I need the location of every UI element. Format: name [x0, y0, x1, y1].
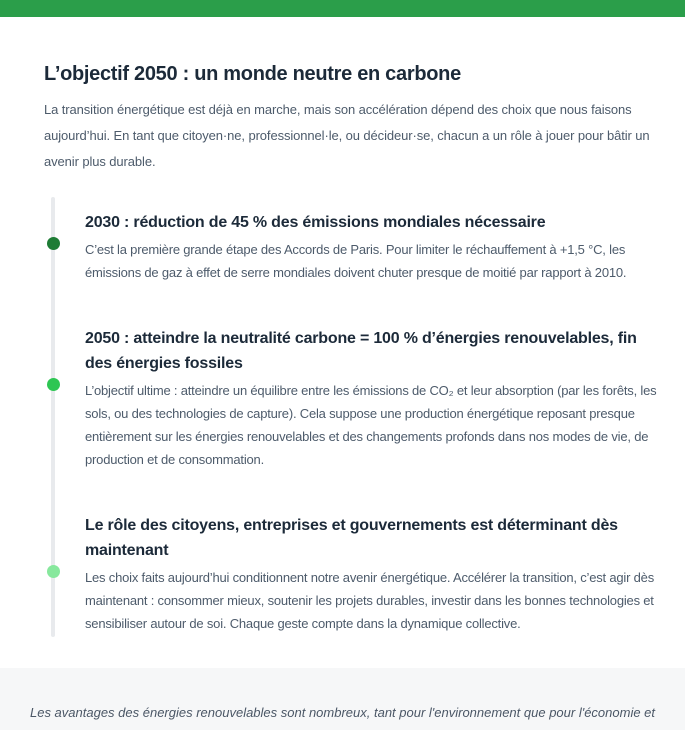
footer-note: Les avantages des énergies renouvelables sont nombreux, tant pour l'environnement que pour l'économie et — [29, 705, 656, 720]
page-title: L’objectif 2050 : un monde neutre en carbone — [44, 63, 461, 85]
article-content — [0, 60, 685, 175]
timeline-dot — [47, 237, 60, 250]
timeline-item-heading: 2030 : réduction de 45 % des émissions mondiales nécessaire — [85, 214, 546, 231]
timeline-item-2050 — [85, 326, 663, 471]
timeline-item-body: Les choix faits aujourd’hui conditionnent notre avenir énergétique. Accélérer la transition, c’est agir dès maintenant : consommer mieux, soutenir les projets durables, investir dans les bonnes technologies et sensibiliser autour de soi. Chaque geste compte dans la dynamique collective. — [85, 570, 655, 631]
timeline-dot — [47, 378, 60, 391]
top-accent-bar — [0, 0, 685, 17]
timeline-item-body: C’est la première grande étape des Accords de Paris. Pour limiter le réchauffement à +1,5 °C, les émissions de gaz à effet de serre mondiales doivent chuter presque de moitié par rapport à 2010. — [85, 242, 627, 280]
timeline — [0, 197, 685, 637]
timeline-item-2030 — [85, 210, 663, 284]
timeline-dot — [47, 565, 60, 578]
footer-panel — [0, 668, 685, 730]
intro-text: La transition énergétique est déjà en marche, mais son accélération dépend des choix que nous faisons aujourd’hui. En tant que citoyen·ne, professionnel·le, ou décideur·se, chacun a un rôle à jouer pour bâtir un avenir plus durable. — [44, 102, 650, 169]
timeline-item-heading: 2050 : atteindre la neutralité carbone = 100 % d’énergies renouvelables, fin des énergies fossiles — [85, 330, 637, 372]
timeline-item-heading: Le rôle des citoyens, entreprises et gouvernements est déterminant dès maintenant — [85, 517, 618, 559]
timeline-item-body: L’objectif ultime : atteindre un équilibre entre les émissions de CO₂ et leur absorption (par les forêts, les sols, ou des technologies de capture). Cela suppose une production énergétique reposant presque entièrement sur les énergies renouvelables et des changements profonds dans nos modes de vie, de production et de consommation. — [85, 383, 657, 467]
timeline-item-role — [85, 513, 663, 635]
